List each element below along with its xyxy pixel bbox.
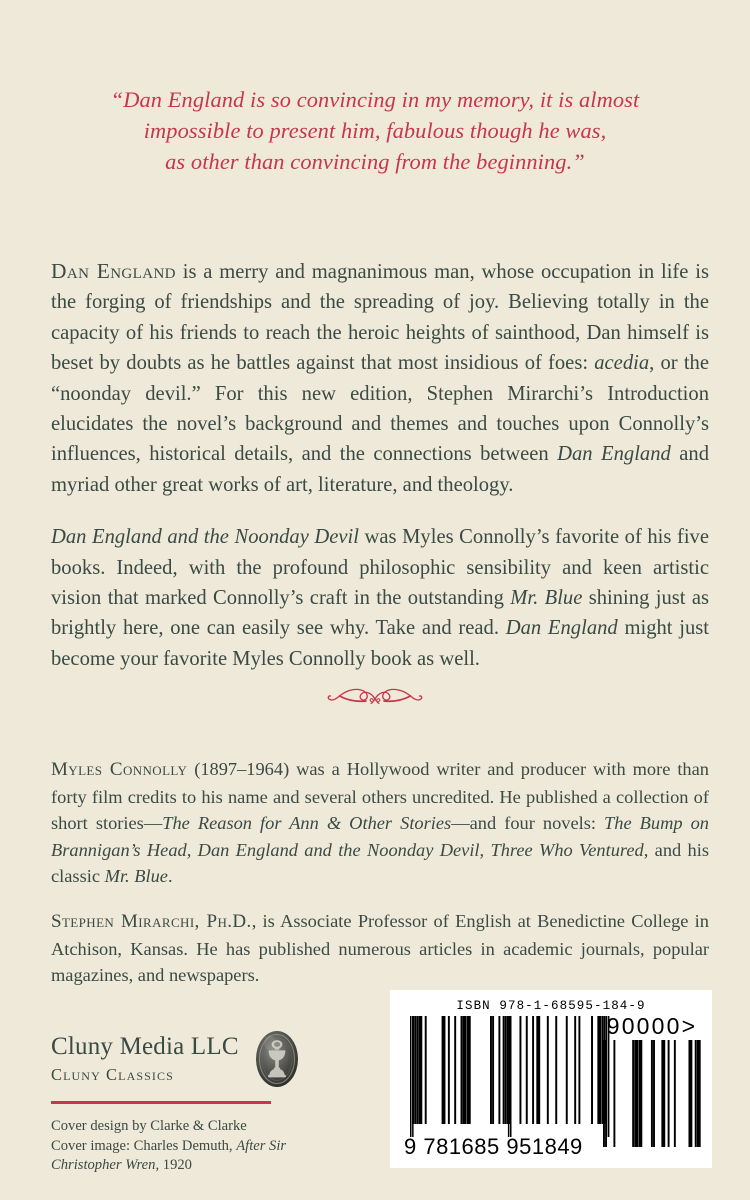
editor-bio <box>51 908 709 989</box>
publisher-name: Cluny Media LLC <box>51 1033 239 1061</box>
description-paragraph-2 <box>51 522 709 674</box>
description-block <box>51 256 709 674</box>
ean5-addon-barcode <box>603 1040 701 1147</box>
desc-p2-italic-mr-blue: Mr. Blue <box>510 587 583 610</box>
desc-p1-italic-acedia: acedia <box>594 352 650 375</box>
author-bio-part4: . <box>167 866 173 887</box>
author-bio-italic-stories: The Reason for Ann & Other Stories <box>162 813 452 834</box>
desc-p1-part3: and myriad other great works of art, literature, and theology. <box>51 443 709 496</box>
bio-block <box>51 756 709 989</box>
desc-p2-part3: might just become your favorite Myles Connolly book as well. <box>51 617 709 670</box>
editor-name: Stephen Mirarchi, Ph.D. <box>51 910 252 932</box>
credit-image-prefix: Cover image: Charles Demuth, <box>51 1137 237 1154</box>
publisher-logo <box>255 1030 299 1088</box>
pull-quote-line-2: impossible to present him, fabulous though he was, <box>143 118 607 143</box>
lead-title-smallcaps: Dan England <box>51 259 176 283</box>
section-divider <box>0 682 750 712</box>
author-bio-italic-novels: The Bump on Brannigan’s Head, Dan England and the Noonday Devil, Three Who Ventured <box>51 813 709 860</box>
pull-quote-line-1: “Dan England is so convincing in my memory, it is almost <box>110 87 640 112</box>
publisher-block <box>51 1030 351 1088</box>
publisher-row <box>51 1030 351 1088</box>
author-bio-italic-mr-blue: Mr. Blue <box>104 866 168 887</box>
author-bio-part2: —and four novels: <box>451 813 605 834</box>
desc-p1-part2: , or the “noonday devil.” For this new edition, Stephen Mirarchi’s Introduction elucidates the novel’s background and themes and touches upon Connolly’s influences, historical details, and the connections between <box>51 352 709 466</box>
cluny-chalice-medallion-icon <box>255 1030 299 1088</box>
description-paragraph-1 <box>51 256 709 500</box>
pull-quote <box>60 84 690 177</box>
ean13-barcode <box>410 1016 610 1137</box>
isbn-label: ISBN 978-1-68595-184-9 <box>456 999 646 1013</box>
credit-image-year: , 1920 <box>155 1157 192 1173</box>
ean13-digits: 9 781685 951849 <box>404 1134 583 1159</box>
desc-p1-italic-title: Dan England <box>557 443 671 466</box>
cover-credits <box>51 1117 351 1176</box>
pull-quote-line-3: as other than convincing from the beginning.” <box>165 149 585 174</box>
author-bio-part3: , and his classic <box>51 839 709 887</box>
publisher-names <box>51 1034 239 1084</box>
accent-divider-rule <box>51 1101 271 1104</box>
editor-bio-text: , is Associate Professor of English at Benedictine College in Atchison, Kansas. He has published numerous articles in academic journals, popular magazines, and newspapers. <box>51 910 709 986</box>
credit-image-title-part1: After Sir <box>236 1137 287 1154</box>
desc-p2-part1: was Myles Connolly’s favorite of his five books. Indeed, with the profound philosophic sensibility and keen artistic vision that marked Connolly’s craft in the outstanding <box>51 526 709 610</box>
author-bio <box>51 756 709 890</box>
desc-p2-italic-title: Dan England and the Noonday Devil <box>51 526 359 549</box>
author-bio-part1: (1897–1964) was a Hollywood writer and producer with more than forty film credits to his name and several others uncredited. He published a collection of short stories— <box>51 759 709 834</box>
credit-image-title-part2: Christopher Wren <box>51 1157 156 1173</box>
desc-p2-part2: shining just as brightly here, one can easily see why. Take and read. <box>51 587 709 640</box>
credit-line-image-2 <box>51 1156 351 1176</box>
barcode-panel <box>390 990 712 1168</box>
desc-p1-part1: is a merry and magnanimous man, whose occupation in life is the forging of friendships and the spreading of joy. Believing totally in the capacity of his friends to reach the heroic heights of sainthood, Dan himself is beset by doubts as he battles against that most insidious of foes: <box>51 261 709 375</box>
credit-line-design: Cover design by Clarke & Clarke <box>51 1118 247 1134</box>
addon-price-digits: 90000> <box>606 1013 698 1039</box>
flourish-ornament-icon <box>323 682 427 712</box>
desc-p2-italic-dan-england: Dan England <box>505 617 618 640</box>
publisher-imprint: Cluny Classics <box>51 1065 174 1085</box>
author-name: Myles Connolly <box>51 759 188 780</box>
credit-line-image-1 <box>51 1137 351 1157</box>
